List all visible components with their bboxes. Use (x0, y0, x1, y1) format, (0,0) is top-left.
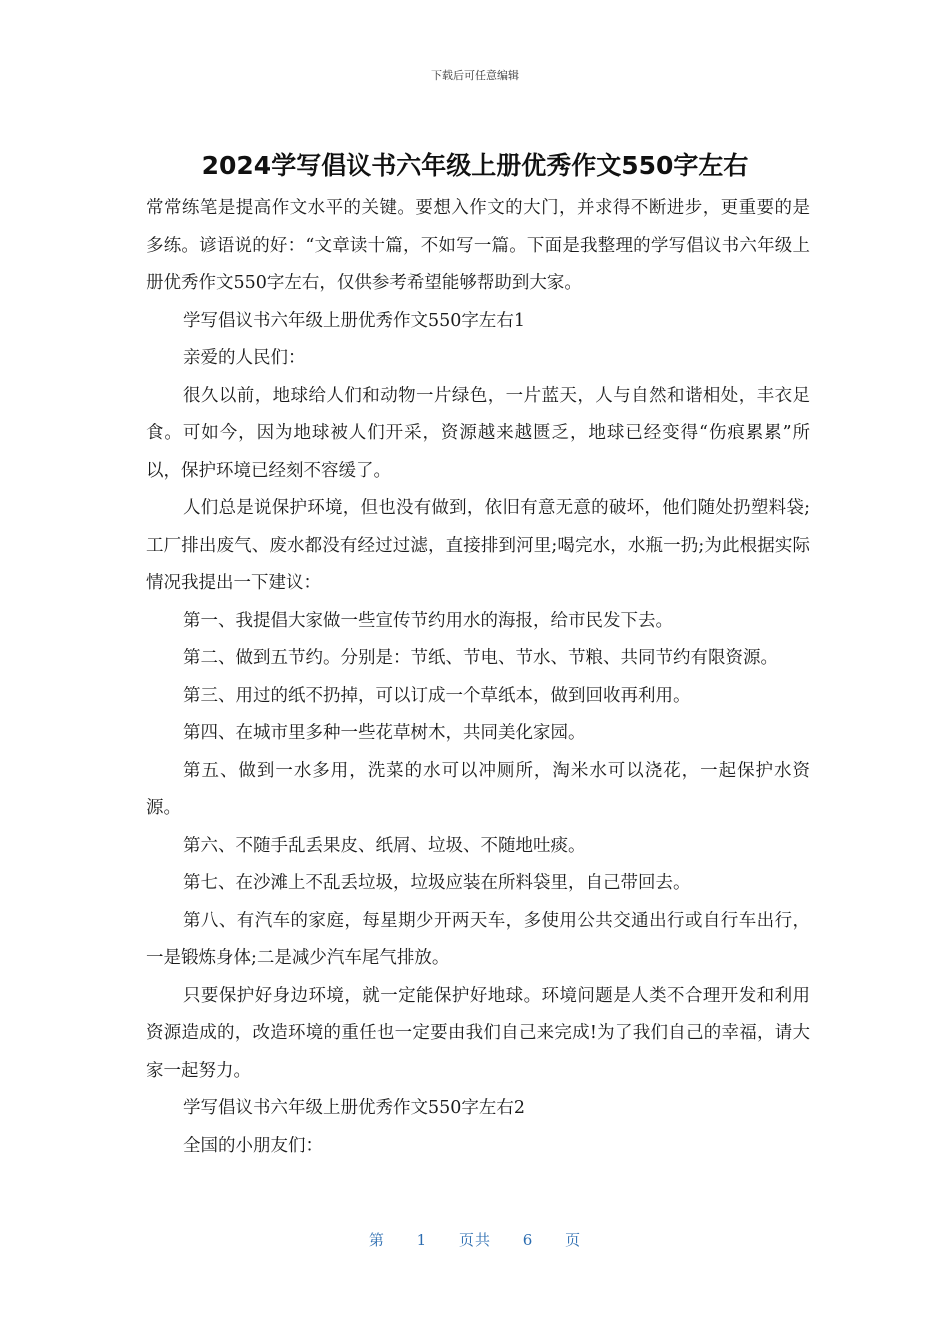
header-note: 下载后可任意编辑 (431, 69, 519, 82)
paragraph: 常常练笔是提高作文水平的关键。要想入作文的大门，并求得不断进步，更重要的是多练。谚语说的好：“文章读十篇，不如写一篇。下面是我整理的学写倡议书六年级上册优秀作文550字左右，仅供参考希望能够帮助到大家。 (146, 198, 810, 293)
page-footer (0, 1229, 950, 1250)
suggestion-item: 第四、在城市里多种一些花草树木，共同美化家园。 (183, 723, 586, 743)
total-pages-number: 6 (522, 1231, 534, 1249)
document-title: 2024学写倡议书六年级上册优秀作文550字左右 (201, 151, 749, 180)
paragraph: 人们总是说保护环境，但也没有做到，依旧有意无意的破坏，他们随处扔塑料袋;工厂排出废气、废水都没有经过过滤，直接排到河里;喝完水，水瓶一扔;为此根据实际情况我提出一下建议： (146, 498, 810, 593)
document-body (146, 190, 810, 1165)
suggestion-item: 第三、用过的纸不扔掉，可以订成一个草纸本，做到回收再利用。 (183, 685, 691, 706)
paragraph: 很久以前，地球给人们和动物一片绿色，一片蓝天，人与自然和谐相处，丰衣足食。可如今，因为地球被人们开采，资源越来越匮乏，地球已经变得“伤痕累累”所以，保护环境已经刻不容缓了。 (146, 385, 810, 481)
suggestion-item: 第六、不随手乱丢果皮、纸屑、垃圾、不随地吐痰。 (183, 835, 586, 856)
suggestion-item: 第二、做到五节约。分别是：节纸、节电、节水、节粮、共同节约有限资源。 (183, 648, 778, 668)
suggestion-item: 第五、做到一水多用，洗菜的水可以冲厕所，淘米水可以浇花，一起保护水资源。 (146, 760, 810, 818)
salutation: 亲爱的人民们： (183, 348, 306, 368)
suggestion-item: 第一、我提倡大家做一些宣传节约用水的海报，给市民发下去。 (183, 610, 673, 631)
section-heading: 学写倡议书六年级上册优秀作文550字左右2 (183, 1098, 526, 1118)
footer-suffix: 页 (565, 1231, 582, 1249)
section-heading: 学写倡议书六年级上册优秀作文550字左右1 (183, 310, 526, 331)
suggestion-item: 第七、在沙滩上不乱丢垃圾，垃圾应装在所料袋里，自己带回去。 (183, 873, 691, 893)
current-page-number: 1 (416, 1231, 428, 1249)
suggestion-item: 第八、有汽车的家庭，每星期少开两天车，多使用公共交通出行或自行车出行，一是锻炼身体;二是减少汽车尾气排放。 (146, 910, 810, 968)
footer-middle: 页共 (458, 1231, 491, 1249)
paragraph: 只要保护好身边环境，就一定能保护好地球。环境问题是人类不合理开发和利用资源造成的，改造环境的重任也一定要由我们自己来完成!为了我们自己的幸福，请大家一起努力。 (146, 985, 810, 1081)
salutation: 全国的小朋友们： (183, 1135, 323, 1156)
footer-prefix: 第 (368, 1231, 385, 1249)
